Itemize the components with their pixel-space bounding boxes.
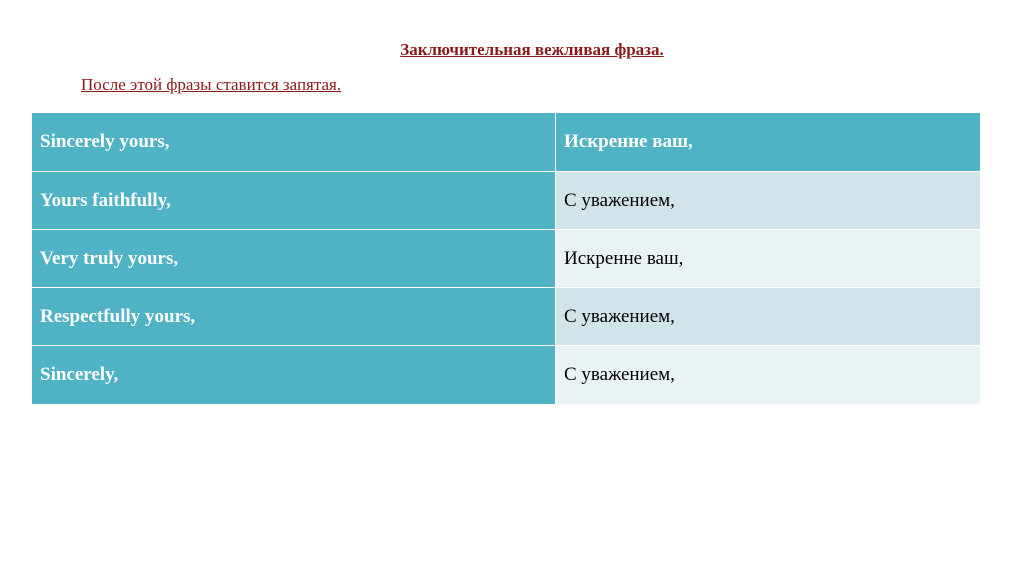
russian-phrase-cell: С уважением, bbox=[556, 172, 981, 230]
english-phrase-cell: Sincerely yours, bbox=[32, 113, 556, 172]
russian-phrase-cell: С уважением, bbox=[556, 288, 981, 346]
english-phrase-cell: Sincerely, bbox=[32, 346, 556, 405]
english-phrase-cell: Very truly yours, bbox=[32, 230, 556, 288]
table-row bbox=[32, 346, 981, 405]
russian-phrase-cell: Искренне ваш, bbox=[556, 230, 981, 288]
english-phrase-cell: Respectfully yours, bbox=[32, 288, 556, 346]
table-row bbox=[32, 288, 981, 346]
table-row bbox=[32, 172, 981, 230]
table-row bbox=[32, 113, 981, 172]
phrases-table bbox=[31, 112, 981, 405]
table-row bbox=[32, 230, 981, 288]
russian-phrase-cell: С уважением, bbox=[556, 346, 981, 405]
slide-title: Заключительная вежливая фраза. bbox=[400, 40, 664, 59]
russian-phrase-cell: Искренне ваш, bbox=[556, 113, 981, 172]
slide-subtitle: После этой фразы ставится запятая. bbox=[81, 75, 342, 94]
english-phrase-cell: Yours faithfully, bbox=[32, 172, 556, 230]
